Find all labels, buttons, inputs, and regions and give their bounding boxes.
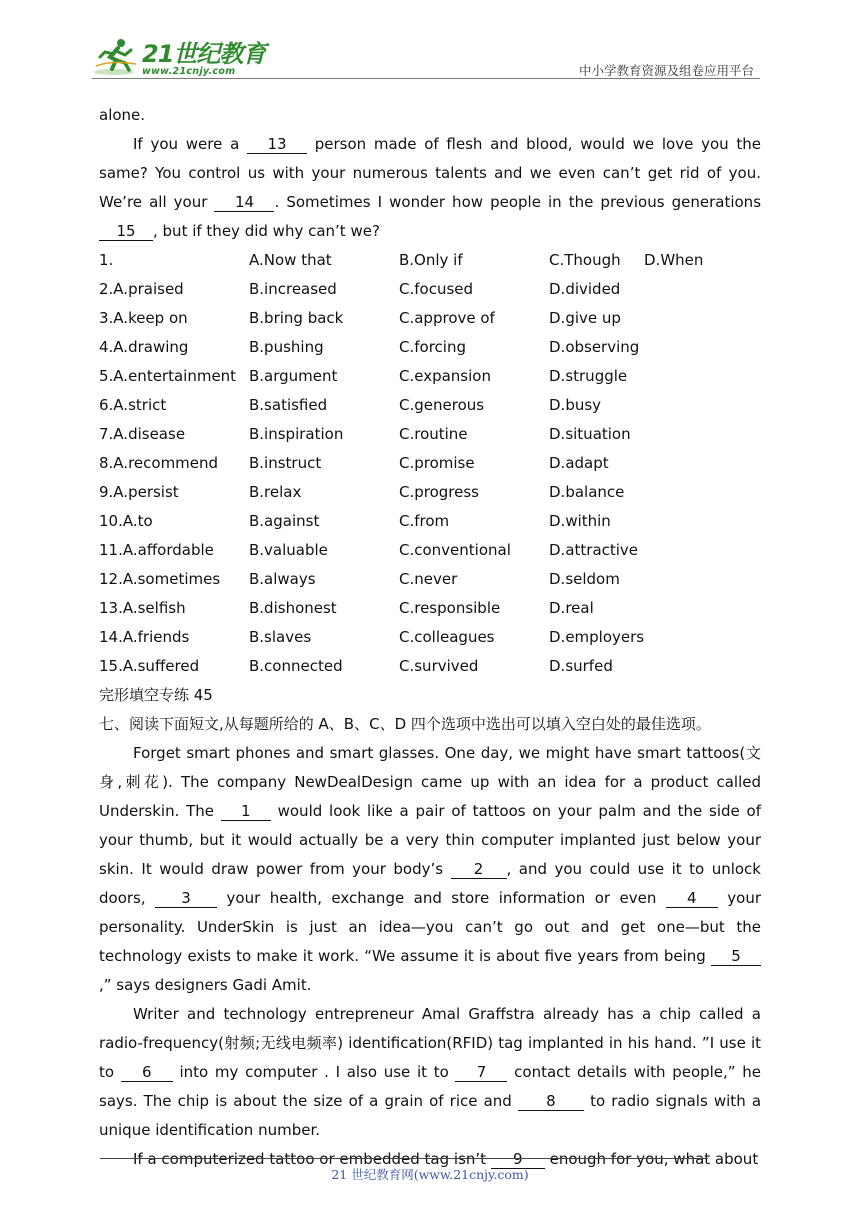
option-c: C.never <box>399 570 458 588</box>
option-a: 6.A.strict <box>99 396 167 414</box>
option-c: C.promise <box>399 454 475 472</box>
passage-text: contact details with people,” he says. The chip is about the size of a grain of rice and <box>99 1063 762 1110</box>
passage-text: If a computerized tattoo or embedded tag isn’t <box>133 1150 491 1168</box>
option-b: B.instruct <box>249 454 322 472</box>
option-b: B.valuable <box>249 541 328 559</box>
option-c: C.generous <box>399 396 485 414</box>
blank-13: 13 <box>247 135 307 154</box>
options-row <box>99 304 761 333</box>
passage-text: , and you could use it to unlock doors, <box>99 860 761 907</box>
option-d: D.attractive <box>549 541 639 559</box>
option-b: B.argument <box>249 367 338 385</box>
logo-title: 21世纪教育 <box>142 39 266 68</box>
blank-1: 1 <box>221 802 271 821</box>
option-a: 13.A.selfish <box>99 599 186 617</box>
option-c: C.forcing <box>399 338 466 356</box>
option-d: D.situation <box>549 425 631 443</box>
passage-text: person made of flesh and blood, would we love you the same? You control us with your numerous talents and we even can’t get rid of you. We’re all your <box>99 135 761 211</box>
passage-text: to radio signals with a unique identification number. <box>99 1092 762 1139</box>
blank-2: 2 <box>451 860 507 879</box>
option-b: B.increased <box>249 280 337 298</box>
option-a: 5.A.entertainment <box>99 367 237 385</box>
options-row <box>99 594 761 623</box>
options-row <box>99 565 761 594</box>
passage-text: . Sometimes I wonder how people in the previous generations <box>274 193 762 211</box>
option-d: D.real <box>549 599 594 617</box>
blank-6: 6 <box>121 1063 173 1082</box>
option-d: D.When <box>644 251 704 269</box>
option-b: B.relax <box>249 483 302 501</box>
passage-text: into my computer . I also use it to <box>172 1063 456 1081</box>
option-a: 14.A.friends <box>99 628 190 646</box>
options-row <box>99 246 761 275</box>
options-row <box>99 362 761 391</box>
header-divider <box>92 78 760 79</box>
runner-logo-icon <box>92 36 140 76</box>
options-row <box>99 420 761 449</box>
option-b: B.Only if <box>399 251 463 269</box>
options-row <box>99 652 761 681</box>
option-a: 9.A.persist <box>99 483 179 501</box>
options-row <box>99 449 761 478</box>
option-c: C.expansion <box>399 367 491 385</box>
blank-8: 8 <box>518 1092 584 1111</box>
option-d: D.balance <box>549 483 625 501</box>
option-a: 7.A.disease <box>99 425 186 443</box>
header-platform-text: 中小学教育资源及组卷应用平台 <box>578 63 754 78</box>
option-d: D.seldom <box>549 570 620 588</box>
option-b: B.bring back <box>249 309 344 327</box>
option-c: C.progress <box>399 483 479 501</box>
option-a: 3.A.keep on <box>99 309 188 327</box>
options-row <box>99 507 761 536</box>
option-c: C.conventional <box>399 541 511 559</box>
section-title: 完形填空专练 45 <box>99 686 213 704</box>
blank-15: 15 <box>99 222 153 241</box>
option-c: C.colleagues <box>399 628 495 646</box>
option-d: D.surfed <box>549 657 613 675</box>
passage-text: , but if they did why can’t we? <box>153 222 380 240</box>
blank-14: 14 <box>214 193 274 212</box>
options-row <box>99 333 761 362</box>
footer-divider <box>100 1158 708 1159</box>
blank-9: 9 <box>491 1150 545 1169</box>
option-b: B.always <box>249 570 316 588</box>
passage-line-alone: alone. <box>99 106 146 124</box>
passage-text: enough for you, what about <box>544 1150 759 1168</box>
option-c: C.responsible <box>399 599 501 617</box>
option-b: B.satisfied <box>249 396 328 414</box>
blank-4: 4 <box>666 889 718 908</box>
footer-text: 21 世纪教育网(www.21cnjy.com) <box>331 1167 529 1182</box>
option-c: C.Though <box>549 251 621 269</box>
option-d: D.busy <box>549 396 602 414</box>
options-table <box>99 246 761 681</box>
options-row <box>99 478 761 507</box>
option-a: 10.A.to <box>99 512 153 530</box>
passage-text: ,” says designers Gadi Amit. <box>99 976 312 994</box>
passage-text: your health, exchange and store information or even <box>217 889 666 907</box>
option-a: 8.A.recommend <box>99 454 219 472</box>
passage-paragraph <box>99 1000 761 1145</box>
option-d: D.struggle <box>549 367 628 385</box>
option-d: D.give up <box>549 309 621 327</box>
option-d: D.divided <box>549 280 621 298</box>
option-b: B.connected <box>249 657 343 675</box>
passage-text: would look like a pair of tattoos on your palm and the side of your thumb, but it would actually be a very thin computer implanted just below your skin. It would draw power from your body’s <box>99 802 762 878</box>
page-header <box>92 30 760 80</box>
option-b: B.inspiration <box>249 425 344 443</box>
option-number: 1. <box>99 251 114 269</box>
blank-7: 7 <box>455 1063 507 1082</box>
option-a: 15.A.suffered <box>99 657 200 675</box>
section-instruction: 七、阅读下面短文,从每题所给的 A、B、C、D 四个选项中选出可以填入空白处的最佳选项。 <box>99 715 711 733</box>
option-d: D.employers <box>549 628 645 646</box>
option-c: C.focused <box>399 280 474 298</box>
option-b: B.pushing <box>249 338 324 356</box>
option-c: C.approve of <box>399 309 495 327</box>
passage-text: Writer and technology entrepreneur Amal Graffstra already has a chip called a radio-frequency(射频;无线电频率) identification(RFID) tag implanted in his hand. ”I use it to <box>99 1005 761 1081</box>
site-logo <box>92 36 265 76</box>
passage-paragraph <box>99 739 761 1000</box>
option-b: B.against <box>249 512 320 530</box>
option-c: C.survived <box>399 657 479 675</box>
option-b: B.slaves <box>249 628 312 646</box>
options-row <box>99 536 761 565</box>
option-b: B.dishonest <box>249 599 337 617</box>
option-a: A.Now that <box>249 251 332 269</box>
passage-paragraph <box>99 130 761 246</box>
passage-text: Forget smart phones and smart glasses. One day, we might have smart tattoos(文身,刺花). The company NewDealDesign came up with an idea for a product called Underskin. The <box>99 744 761 820</box>
option-d: D.within <box>549 512 611 530</box>
option-a: 12.A.sometimes <box>99 570 221 588</box>
passage-text: If you were a <box>133 135 248 153</box>
option-c: C.routine <box>399 425 468 443</box>
blank-5: 5 <box>711 947 761 966</box>
option-d: D.adapt <box>549 454 609 472</box>
option-a: 11.A.affordable <box>99 541 214 559</box>
option-a: 2.A.praised <box>99 280 184 298</box>
document-body <box>99 101 761 1174</box>
logo-url: www.21cnjy.com <box>142 65 236 77</box>
option-a: 4.A.drawing <box>99 338 189 356</box>
options-row <box>99 391 761 420</box>
option-d: D.observing <box>549 338 640 356</box>
passage-text: your personality. UnderSkin is just an idea—you can’t go out and get one—but the technology exists to make it work. “We assume it is about five years from being <box>99 889 761 965</box>
options-row <box>99 275 761 304</box>
option-c: C.from <box>399 512 450 530</box>
options-row <box>99 623 761 652</box>
blank-3: 3 <box>155 889 217 908</box>
